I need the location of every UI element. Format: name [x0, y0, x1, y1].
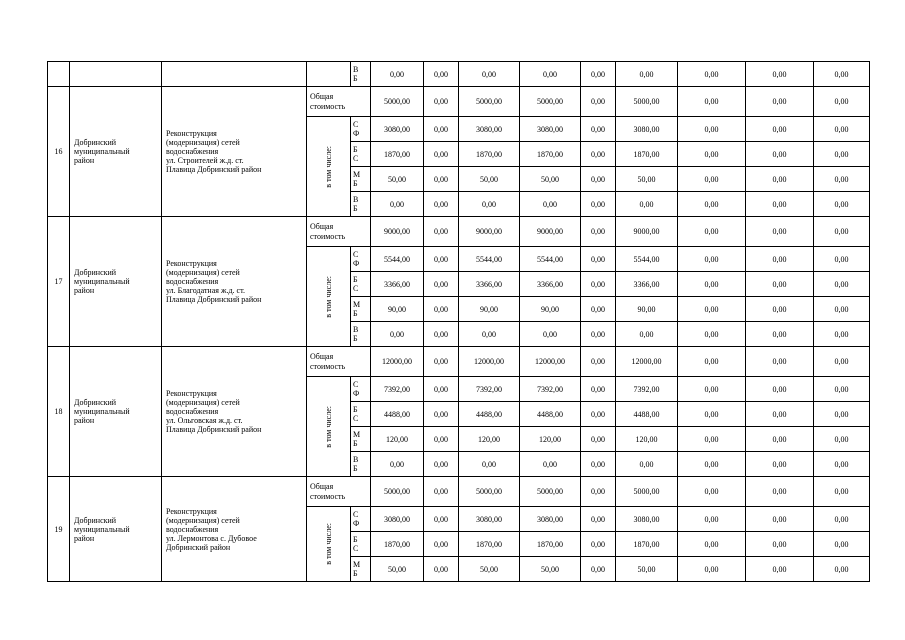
value-cell: 12000,00 [371, 347, 424, 377]
district-cell [70, 87, 162, 217]
value-cell: 3080,00 [520, 507, 581, 532]
value-cell: 0,00 [616, 62, 678, 87]
value-cell: 0,00 [814, 477, 870, 507]
source-code-line: С [353, 284, 359, 293]
value-cell: 0,00 [581, 347, 616, 377]
value-cell: 4488,00 [371, 402, 424, 427]
value-cell: 0,00 [814, 167, 870, 192]
value-cell: 0,00 [424, 347, 459, 377]
value-cell: 7392,00 [616, 377, 678, 402]
source-code-line: Б [353, 569, 358, 578]
district-cell [70, 347, 162, 477]
value-cell: 0,00 [678, 477, 746, 507]
value-cell: 0,00 [814, 507, 870, 532]
value-cell: 1870,00 [371, 142, 424, 167]
value-cell: 3366,00 [520, 272, 581, 297]
project-line: (модернизация) сетей [166, 268, 240, 277]
value-cell: 4488,00 [459, 402, 520, 427]
value-cell: 0,00 [581, 477, 616, 507]
value-cell: 0,00 [424, 402, 459, 427]
source-code-cell [351, 297, 371, 322]
value-cell: 3366,00 [459, 272, 520, 297]
value-cell: 0,00 [459, 322, 520, 347]
value-cell: 3080,00 [371, 117, 424, 142]
value-cell: 0,00 [424, 142, 459, 167]
value-cell: 50,00 [520, 167, 581, 192]
project-line: (модернизация) сетей [166, 138, 240, 147]
project-line: ул. Строителей ж.д. ст. [166, 156, 244, 165]
source-code-cell [351, 557, 371, 582]
source-code-line: С [353, 380, 359, 389]
including-label: в том числе: [324, 145, 333, 188]
source-code-line: Б [353, 145, 358, 154]
value-cell: 0,00 [424, 452, 459, 477]
value-cell: 0,00 [678, 322, 746, 347]
source-code-line: М [353, 170, 361, 179]
source-code-cell [351, 402, 371, 427]
value-cell: 0,00 [581, 87, 616, 117]
value-cell: 0,00 [371, 62, 424, 87]
value-cell: 9000,00 [520, 217, 581, 247]
value-cell: 12000,00 [616, 347, 678, 377]
value-cell: 0,00 [581, 452, 616, 477]
value-cell: 5000,00 [520, 87, 581, 117]
value-cell: 0,00 [424, 377, 459, 402]
value-cell: 0,00 [814, 142, 870, 167]
row-number: 19 [48, 477, 70, 582]
source-code-line: С [353, 544, 359, 553]
project-cell [162, 347, 307, 477]
source-code-line: Б [353, 204, 358, 213]
value-cell: 0,00 [678, 247, 746, 272]
value-cell: 120,00 [616, 427, 678, 452]
value-cell: 0,00 [581, 167, 616, 192]
value-cell: 0,00 [678, 297, 746, 322]
total-cost-label: Общая стоимость [307, 217, 371, 247]
source-code-cell [351, 377, 371, 402]
value-cell: 0,00 [746, 62, 814, 87]
value-cell: 0,00 [581, 117, 616, 142]
total-cost-label: Общая стоимость [307, 87, 371, 117]
value-cell: 50,00 [520, 557, 581, 582]
value-cell: 50,00 [459, 167, 520, 192]
value-cell: 9000,00 [371, 217, 424, 247]
value-cell: 50,00 [371, 167, 424, 192]
value-cell: 0,00 [581, 507, 616, 532]
district-line: муниципальный [74, 277, 130, 286]
value-cell: 0,00 [459, 452, 520, 477]
including-wrapper [307, 406, 350, 448]
empty-cell [307, 62, 351, 87]
source-code-line: Б [353, 439, 358, 448]
value-cell: 12000,00 [520, 347, 581, 377]
source-code-line: Б [353, 334, 358, 343]
project-line: ул. Ольговская ж.д. ст. [166, 416, 243, 425]
value-cell: 0,00 [424, 87, 459, 117]
source-code-line: С [353, 154, 359, 163]
value-cell: 7392,00 [459, 377, 520, 402]
table-row [48, 62, 870, 87]
project-line: Плавица Добринский район [166, 425, 262, 434]
source-code-cell [351, 192, 371, 217]
source-code-cell [351, 117, 371, 142]
source-code-cell [351, 272, 371, 297]
value-cell: 0,00 [678, 167, 746, 192]
project-line: водоснабжения [166, 524, 219, 534]
source-code-line: М [353, 560, 361, 569]
value-cell: 0,00 [616, 192, 678, 217]
value-cell: 0,00 [746, 167, 814, 192]
value-cell: 12000,00 [459, 347, 520, 377]
value-cell: 0,00 [814, 377, 870, 402]
source-code-line: С [353, 120, 359, 129]
district-line: район [74, 156, 95, 165]
project-cell [162, 477, 307, 582]
including-cell [307, 377, 351, 477]
value-cell: 0,00 [520, 452, 581, 477]
including-label: в том числе: [324, 523, 333, 565]
project-line: Реконструкция [166, 129, 217, 138]
including-cell [307, 247, 351, 347]
project-line: (модернизация) сетей [166, 515, 240, 525]
value-cell: 0,00 [678, 427, 746, 452]
district-line: Добринский [74, 398, 117, 407]
source-code-cell [351, 427, 371, 452]
value-cell: 7392,00 [371, 377, 424, 402]
value-cell: 0,00 [814, 452, 870, 477]
row-number: 16 [48, 87, 70, 217]
value-cell: 0,00 [678, 117, 746, 142]
value-cell: 5000,00 [459, 477, 520, 507]
district-cell [70, 477, 162, 582]
value-cell: 0,00 [678, 402, 746, 427]
value-cell: 0,00 [581, 402, 616, 427]
value-cell: 120,00 [520, 427, 581, 452]
value-cell: 0,00 [520, 62, 581, 87]
table-row [48, 217, 870, 247]
value-cell: 0,00 [814, 62, 870, 87]
value-cell: 0,00 [814, 532, 870, 557]
source-code-line: С [353, 250, 359, 259]
value-cell: 3080,00 [520, 117, 581, 142]
project-line: (модернизация) сетей [166, 398, 240, 407]
value-cell: 0,00 [746, 477, 814, 507]
total-cost-label: Общая стоимость [307, 347, 371, 377]
source-code-line: С [353, 510, 359, 519]
value-cell: 0,00 [746, 427, 814, 452]
value-cell: 5000,00 [371, 87, 424, 117]
value-cell: 0,00 [814, 557, 870, 582]
value-cell: 0,00 [678, 62, 746, 87]
source-code-line: М [353, 430, 361, 439]
value-cell: 0,00 [746, 507, 814, 532]
value-cell: 5544,00 [371, 247, 424, 272]
value-cell: 0,00 [678, 347, 746, 377]
source-code-line: Б [353, 74, 358, 83]
district-line: муниципальный [74, 407, 130, 416]
value-cell: 0,00 [616, 322, 678, 347]
value-cell: 0,00 [746, 347, 814, 377]
value-cell: 0,00 [424, 62, 459, 87]
project-line: водоснабжения [166, 277, 219, 286]
value-cell: 0,00 [678, 557, 746, 582]
value-cell: 5000,00 [616, 477, 678, 507]
value-cell: 120,00 [371, 427, 424, 452]
value-cell: 1870,00 [520, 142, 581, 167]
project-line: водоснабжения [166, 147, 219, 156]
value-cell: 0,00 [746, 377, 814, 402]
value-cell: 0,00 [678, 142, 746, 167]
value-cell: 0,00 [581, 297, 616, 322]
value-cell: 1870,00 [616, 532, 678, 557]
value-cell: 5544,00 [459, 247, 520, 272]
value-cell: 0,00 [581, 557, 616, 582]
including-wrapper [307, 146, 350, 188]
district-line: муниципальный [74, 524, 130, 534]
value-cell: 0,00 [520, 322, 581, 347]
project-line: Добринский район [166, 542, 231, 552]
value-cell: 0,00 [814, 347, 870, 377]
value-cell: 50,00 [616, 557, 678, 582]
value-cell: 0,00 [814, 402, 870, 427]
value-cell: 0,00 [424, 322, 459, 347]
table-row [48, 347, 870, 377]
value-cell: 0,00 [678, 507, 746, 532]
source-code-cell [351, 62, 371, 87]
including-wrapper [307, 276, 350, 318]
value-cell: 90,00 [520, 297, 581, 322]
value-cell: 50,00 [371, 557, 424, 582]
value-cell: 0,00 [581, 247, 616, 272]
value-cell: 0,00 [424, 297, 459, 322]
value-cell: 5000,00 [520, 477, 581, 507]
value-cell: 0,00 [814, 87, 870, 117]
empty-cell [162, 62, 307, 87]
value-cell: 120,00 [459, 427, 520, 452]
source-code-line: Б [353, 275, 358, 284]
source-code-line: Ф [353, 259, 360, 268]
value-cell: 0,00 [746, 322, 814, 347]
source-code-line: Б [353, 405, 358, 414]
value-cell: 0,00 [746, 117, 814, 142]
value-cell: 1870,00 [459, 532, 520, 557]
document-page [47, 61, 869, 582]
district-line: Добринский [74, 515, 117, 525]
source-code-line: Б [353, 179, 358, 188]
value-cell: 0,00 [746, 452, 814, 477]
district-line: район [74, 416, 95, 425]
value-cell: 0,00 [424, 167, 459, 192]
value-cell: 3080,00 [459, 117, 520, 142]
value-cell: 90,00 [459, 297, 520, 322]
source-code-line: С [353, 414, 359, 423]
value-cell: 0,00 [814, 192, 870, 217]
value-cell: 3080,00 [616, 507, 678, 532]
value-cell: 0,00 [371, 452, 424, 477]
value-cell: 0,00 [746, 557, 814, 582]
value-cell: 0,00 [814, 217, 870, 247]
source-code-line: Ф [353, 129, 360, 138]
value-cell: 0,00 [746, 87, 814, 117]
value-cell: 0,00 [814, 427, 870, 452]
value-cell: 5000,00 [371, 477, 424, 507]
source-code-line: Б [353, 464, 358, 473]
value-cell: 0,00 [678, 377, 746, 402]
source-code-line: Ф [353, 519, 360, 528]
value-cell: 4488,00 [520, 402, 581, 427]
value-cell: 5544,00 [520, 247, 581, 272]
source-code-cell [351, 322, 371, 347]
value-cell: 0,00 [459, 62, 520, 87]
source-code-line: В [353, 325, 359, 334]
value-cell: 1870,00 [459, 142, 520, 167]
value-cell: 3366,00 [616, 272, 678, 297]
source-code-line: Б [353, 535, 358, 544]
source-code-line: В [353, 195, 359, 204]
project-line: Реконструкция [166, 389, 217, 398]
value-cell: 0,00 [581, 272, 616, 297]
value-cell: 0,00 [424, 427, 459, 452]
value-cell: 5000,00 [616, 87, 678, 117]
value-cell: 0,00 [746, 272, 814, 297]
value-cell: 0,00 [746, 247, 814, 272]
total-cost-label: Общая стоимость [307, 477, 371, 507]
value-cell: 0,00 [678, 452, 746, 477]
value-cell: 0,00 [581, 217, 616, 247]
district-cell [70, 217, 162, 347]
table-row [48, 477, 870, 507]
source-code-cell [351, 532, 371, 557]
value-cell: 0,00 [424, 532, 459, 557]
including-cell [307, 507, 351, 582]
value-cell: 0,00 [678, 87, 746, 117]
value-cell: 0,00 [678, 217, 746, 247]
value-cell: 0,00 [746, 402, 814, 427]
value-cell: 0,00 [581, 427, 616, 452]
value-cell: 0,00 [371, 192, 424, 217]
project-line: ул. Лермонтова с. Дубовое [166, 533, 257, 543]
project-line: водоснабжения [166, 407, 219, 416]
value-cell: 5544,00 [616, 247, 678, 272]
project-line: Реконструкция [166, 259, 217, 268]
value-cell: 0,00 [814, 247, 870, 272]
value-cell: 7392,00 [520, 377, 581, 402]
including-label: в том числе: [324, 405, 333, 448]
value-cell: 0,00 [424, 507, 459, 532]
value-cell: 0,00 [678, 192, 746, 217]
source-code-cell [351, 452, 371, 477]
source-code-line: Б [353, 309, 358, 318]
value-cell: 0,00 [814, 322, 870, 347]
project-cell [162, 217, 307, 347]
value-cell: 1870,00 [616, 142, 678, 167]
source-code-cell [351, 142, 371, 167]
district-line: район [74, 286, 95, 295]
value-cell: 90,00 [371, 297, 424, 322]
value-cell: 0,00 [424, 192, 459, 217]
source-code-cell [351, 507, 371, 532]
district-line: район [74, 533, 95, 543]
value-cell: 5000,00 [459, 87, 520, 117]
value-cell: 9000,00 [459, 217, 520, 247]
value-cell: 0,00 [746, 142, 814, 167]
including-cell [307, 117, 351, 217]
source-code-cell [351, 167, 371, 192]
value-cell: 0,00 [581, 62, 616, 87]
source-code-line: В [353, 455, 359, 464]
value-cell: 0,00 [371, 322, 424, 347]
source-code-cell [351, 247, 371, 272]
value-cell: 1870,00 [520, 532, 581, 557]
value-cell: 3080,00 [371, 507, 424, 532]
including-label: в том числе: [324, 275, 333, 318]
value-cell: 0,00 [424, 247, 459, 272]
value-cell: 1870,00 [371, 532, 424, 557]
value-cell: 0,00 [581, 532, 616, 557]
value-cell: 0,00 [581, 322, 616, 347]
value-cell: 0,00 [814, 272, 870, 297]
value-cell: 3080,00 [616, 117, 678, 142]
value-cell: 0,00 [581, 142, 616, 167]
value-cell: 0,00 [520, 192, 581, 217]
value-cell: 0,00 [424, 557, 459, 582]
source-code-line: М [353, 300, 361, 309]
value-cell: 0,00 [424, 477, 459, 507]
value-cell: 0,00 [814, 297, 870, 322]
value-cell: 0,00 [814, 117, 870, 142]
value-cell: 90,00 [616, 297, 678, 322]
district-line: муниципальный [74, 147, 130, 156]
source-code-line: Ф [353, 389, 360, 398]
project-line: ул. Благодатная ж.д. ст. [166, 286, 245, 295]
value-cell: 0,00 [424, 117, 459, 142]
value-cell: 0,00 [424, 217, 459, 247]
value-cell: 4488,00 [616, 402, 678, 427]
value-cell: 0,00 [746, 192, 814, 217]
value-cell: 0,00 [616, 452, 678, 477]
including-wrapper [307, 523, 350, 565]
value-cell: 0,00 [746, 297, 814, 322]
row-number: 17 [48, 217, 70, 347]
empty-cell [48, 62, 70, 87]
value-cell: 0,00 [746, 532, 814, 557]
value-cell: 50,00 [616, 167, 678, 192]
value-cell: 0,00 [459, 192, 520, 217]
district-line: Добринский [74, 138, 117, 147]
value-cell: 3366,00 [371, 272, 424, 297]
value-cell: 0,00 [581, 192, 616, 217]
value-cell: 9000,00 [616, 217, 678, 247]
value-cell: 0,00 [678, 272, 746, 297]
value-cell: 3080,00 [459, 507, 520, 532]
value-cell: 0,00 [424, 272, 459, 297]
district-line: Добринский [74, 268, 117, 277]
value-cell: 0,00 [678, 532, 746, 557]
project-cell [162, 87, 307, 217]
source-code-line: В [353, 65, 359, 74]
project-line: Плавица Добринский район [166, 295, 262, 304]
value-cell: 0,00 [746, 217, 814, 247]
project-line: Реконструкция [166, 506, 217, 516]
funding-table [47, 61, 870, 582]
project-line: Плавица Добринский район [166, 165, 262, 174]
row-number: 18 [48, 347, 70, 477]
empty-cell [70, 62, 162, 87]
value-cell: 0,00 [581, 377, 616, 402]
value-cell: 50,00 [459, 557, 520, 582]
table-row [48, 87, 870, 117]
